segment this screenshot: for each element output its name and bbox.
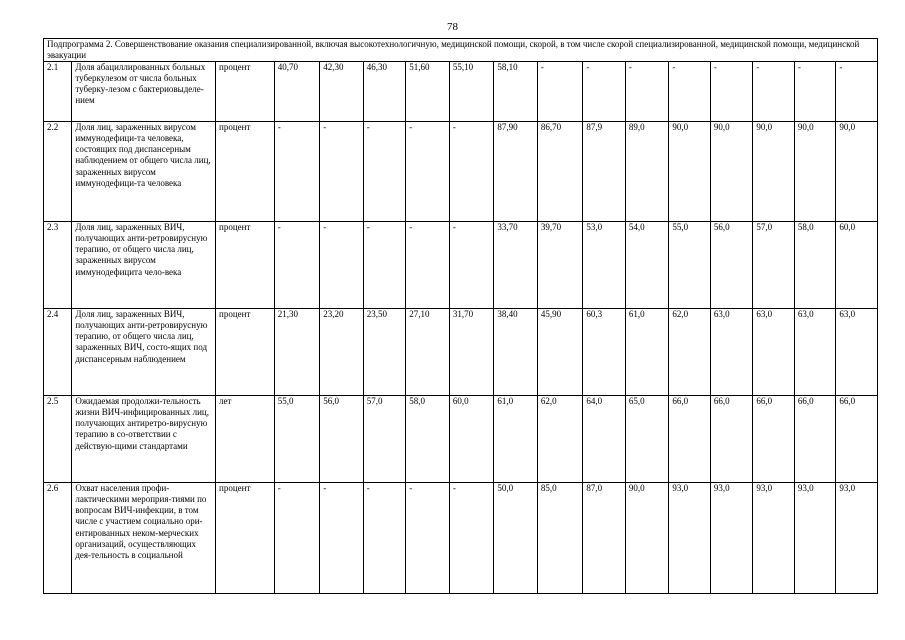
indicator-name: Доля лиц, зараженных вирусом иммунодефици-та человека, состоящих под диспансерным наблюдением от общего числа лиц, зараженных вирусом иммунодефици-та человека <box>72 122 216 222</box>
value-cell: 87,9 <box>583 122 626 222</box>
value-cell: 90,0 <box>669 122 710 222</box>
table-row <box>44 483 878 594</box>
value-cell: 55,0 <box>274 396 320 483</box>
value-cell: 58,0 <box>406 396 450 483</box>
value-cell: 31,70 <box>449 309 494 396</box>
indicators-table <box>43 38 878 594</box>
value-cell: 60,0 <box>449 396 494 483</box>
value-cell: 90,0 <box>625 483 669 594</box>
value-cell: 56,0 <box>710 222 753 309</box>
value-cell: - <box>669 62 710 122</box>
value-cell: - <box>363 222 406 309</box>
row-number: 2.2 <box>44 122 72 222</box>
row-number: 2.6 <box>44 483 72 594</box>
value-cell: 64,0 <box>583 396 626 483</box>
value-cell: 65,0 <box>625 396 669 483</box>
unit-of-measure: процент <box>216 62 275 122</box>
value-cell: 27,10 <box>406 309 450 396</box>
indicator-name: Доля лиц, зараженных ВИЧ, получающих анти-ретровирусную терапию, от общего числа лиц, зараженных вирусом иммунодефицита чело-века <box>72 222 216 309</box>
value-cell: 86,70 <box>537 122 583 222</box>
value-cell: 50,0 <box>494 483 538 594</box>
row-number: 2.3 <box>44 222 72 309</box>
value-cell: 62,0 <box>537 396 583 483</box>
value-cell: 93,0 <box>753 483 794 594</box>
value-cell: 58,0 <box>794 222 835 309</box>
value-cell: 61,0 <box>625 309 669 396</box>
value-cell: 58,10 <box>494 62 538 122</box>
value-cell: 40,70 <box>274 62 320 122</box>
subprogram-header-row <box>44 39 878 62</box>
value-cell: - <box>320 222 364 309</box>
value-cell: 51,60 <box>406 62 450 122</box>
value-cell: - <box>274 483 320 594</box>
unit-of-measure: процент <box>216 309 275 396</box>
value-cell: - <box>449 483 494 594</box>
value-cell: - <box>274 222 320 309</box>
value-cell: 23,20 <box>320 309 364 396</box>
value-cell: 45,90 <box>537 309 583 396</box>
value-cell: 93,0 <box>669 483 710 594</box>
value-cell: 21,30 <box>274 309 320 396</box>
value-cell: 93,0 <box>794 483 835 594</box>
value-cell: 90,0 <box>836 122 878 222</box>
value-cell: 63,0 <box>753 309 794 396</box>
subprogram-title: Подпрограмма 2. Совершенствование оказания специализированной, включая высокотехнологичную, медицинской помощи, скорой, в том числе скорой специализированной, медицинской помощи, медицинской эвакуации <box>44 39 878 62</box>
value-cell: 90,0 <box>794 122 835 222</box>
value-cell: 66,0 <box>669 396 710 483</box>
unit-of-measure: процент <box>216 222 275 309</box>
value-cell: 66,0 <box>710 396 753 483</box>
value-cell: 93,0 <box>710 483 753 594</box>
value-cell: 66,0 <box>753 396 794 483</box>
table-row <box>44 222 878 309</box>
value-cell: - <box>406 122 450 222</box>
table-row <box>44 62 878 122</box>
indicator-name: Охват населения профи-лактическими мероприя-тиями по вопросам ВИЧ-инфекции, в том числе с участием социально ори-ентированных неком-мерческих организаций, осуществляющих дея-тельность в социальной <box>72 483 216 594</box>
value-cell: 57,0 <box>753 222 794 309</box>
value-cell: 63,0 <box>836 309 878 396</box>
value-cell: 61,0 <box>494 396 538 483</box>
value-cell: 33,70 <box>494 222 538 309</box>
value-cell: 57,0 <box>363 396 406 483</box>
value-cell: - <box>406 222 450 309</box>
indicator-name: Доля лиц, зараженных ВИЧ, получающих анти-ретровирусную терапию, от общего числа лиц, зараженных ВИЧ, состо-ящих под диспансерным наблюдением <box>72 309 216 396</box>
value-cell: 87,90 <box>494 122 538 222</box>
value-cell: - <box>583 62 626 122</box>
value-cell: 55,10 <box>449 62 494 122</box>
value-cell: 38,40 <box>494 309 538 396</box>
value-cell: 60,0 <box>836 222 878 309</box>
value-cell: 23,50 <box>363 309 406 396</box>
page-number: 78 <box>447 21 458 33</box>
value-cell: 42,30 <box>320 62 364 122</box>
value-cell: - <box>449 222 494 309</box>
value-cell: 55,0 <box>669 222 710 309</box>
value-cell: - <box>406 483 450 594</box>
value-cell: - <box>274 122 320 222</box>
table-row <box>44 309 878 396</box>
table-row <box>44 396 878 483</box>
indicator-name: Доля абациллированных больных туберкулезом от числа больных туберку-лезом с бактериовыделе-нием <box>72 62 216 122</box>
value-cell: - <box>794 62 835 122</box>
row-number: 2.5 <box>44 396 72 483</box>
page-bottom-margin <box>0 600 905 640</box>
value-cell: 87,0 <box>583 483 626 594</box>
value-cell: 89,0 <box>625 122 669 222</box>
value-cell: 93,0 <box>836 483 878 594</box>
value-cell: - <box>320 483 364 594</box>
value-cell: 66,0 <box>794 396 835 483</box>
value-cell: 63,0 <box>794 309 835 396</box>
value-cell: - <box>363 483 406 594</box>
value-cell: 60,3 <box>583 309 626 396</box>
table-row <box>44 122 878 222</box>
value-cell: - <box>449 122 494 222</box>
unit-of-measure: процент <box>216 483 275 594</box>
value-cell: - <box>753 62 794 122</box>
value-cell: - <box>363 122 406 222</box>
value-cell: - <box>836 62 878 122</box>
value-cell: 56,0 <box>320 396 364 483</box>
unit-of-measure: процент <box>216 122 275 222</box>
value-cell: 63,0 <box>710 309 753 396</box>
unit-of-measure: лет <box>216 396 275 483</box>
row-number: 2.4 <box>44 309 72 396</box>
value-cell: 53,0 <box>583 222 626 309</box>
value-cell: - <box>625 62 669 122</box>
value-cell: 54,0 <box>625 222 669 309</box>
value-cell: 46,30 <box>363 62 406 122</box>
indicator-name: Ожидаемая продолжи-тельность жизни ВИЧ-инфицированных лиц, получающих антиретро-вирусную терапию в со-ответствии с действую-щими стандартами <box>72 396 216 483</box>
value-cell: 62,0 <box>669 309 710 396</box>
value-cell: - <box>537 62 583 122</box>
value-cell: 85,0 <box>537 483 583 594</box>
value-cell: 90,0 <box>753 122 794 222</box>
value-cell: 66,0 <box>836 396 878 483</box>
value-cell: 90,0 <box>710 122 753 222</box>
value-cell: - <box>710 62 753 122</box>
row-number: 2.1 <box>44 62 72 122</box>
value-cell: - <box>320 122 364 222</box>
value-cell: 39,70 <box>537 222 583 309</box>
